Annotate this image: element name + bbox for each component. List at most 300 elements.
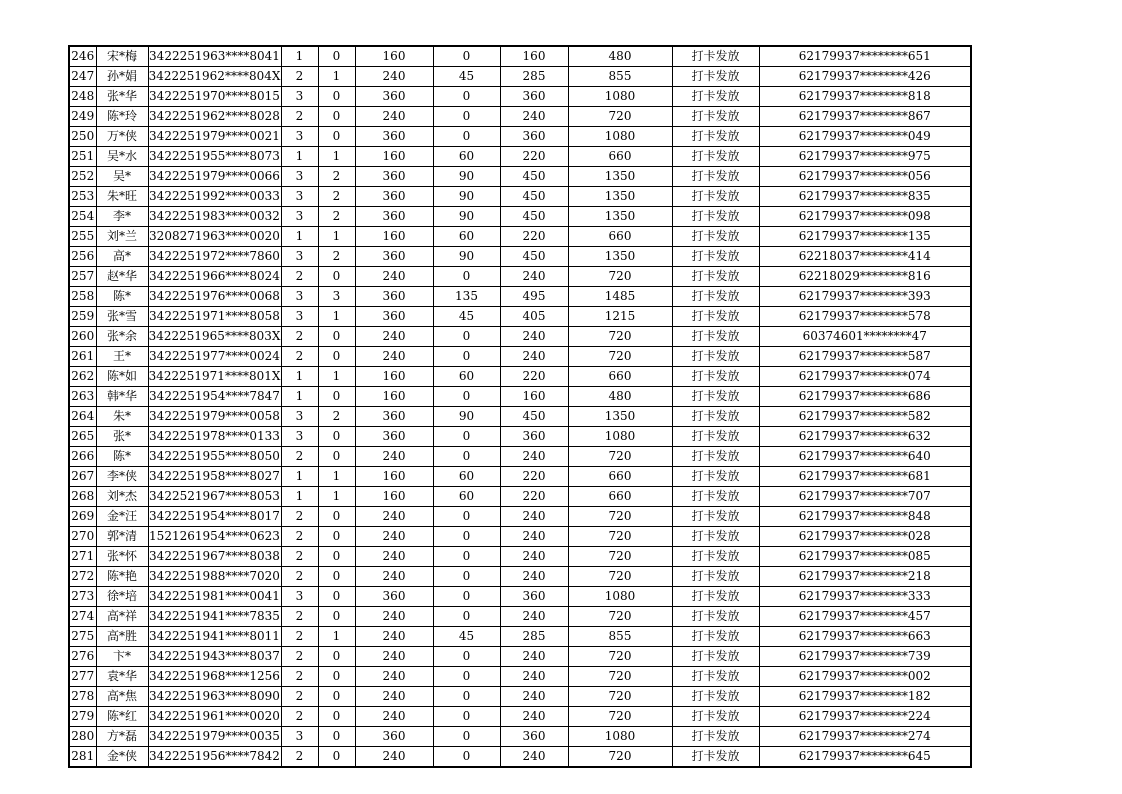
cell-count-b: 1 [318, 67, 355, 87]
cell-amount-total: 480 [568, 387, 672, 407]
cell-amount-monthly: 495 [500, 287, 568, 307]
cell-count-a: 2 [281, 107, 318, 127]
cell-count-b: 1 [318, 367, 355, 387]
cell-payment-method: 打卡发放 [672, 127, 759, 147]
cell-id-number: 3422251968****1256 [148, 667, 281, 687]
cell-amount-total: 720 [568, 647, 672, 667]
cell-row-number: 256 [69, 247, 96, 267]
table-row [69, 687, 971, 707]
cell-count-a: 2 [281, 447, 318, 467]
table-row [69, 507, 971, 527]
cell-row-number: 268 [69, 487, 96, 507]
cell-amount-total: 720 [568, 607, 672, 627]
cell-amount-extra: 90 [433, 247, 500, 267]
cell-id-number: 3422251941****7835 [148, 607, 281, 627]
cell-amount-total: 720 [568, 747, 672, 768]
cell-id-number: 3422251970****8015 [148, 87, 281, 107]
cell-amount-extra: 60 [433, 487, 500, 507]
cell-name: 袁*华 [96, 667, 148, 687]
cell-count-b: 0 [318, 46, 355, 67]
cell-count-b: 0 [318, 567, 355, 587]
cell-name: 张* [96, 427, 148, 447]
cell-id-number: 3422251943****8037 [148, 647, 281, 667]
cell-amount-monthly: 220 [500, 487, 568, 507]
cell-amount-base: 360 [355, 427, 433, 447]
cell-amount-base: 240 [355, 107, 433, 127]
cell-row-number: 251 [69, 147, 96, 167]
cell-amount-monthly: 240 [500, 747, 568, 768]
cell-amount-total: 720 [568, 347, 672, 367]
cell-count-b: 0 [318, 667, 355, 687]
cell-amount-extra: 90 [433, 167, 500, 187]
cell-amount-total: 855 [568, 627, 672, 647]
cell-id-number: 3422251979****0058 [148, 407, 281, 427]
cell-count-a: 3 [281, 127, 318, 147]
cell-count-a: 2 [281, 507, 318, 527]
cell-bank-account: 62179937********182 [759, 687, 971, 707]
cell-id-number: 3422251966****8024 [148, 267, 281, 287]
cell-payment-method: 打卡发放 [672, 67, 759, 87]
cell-count-a: 1 [281, 467, 318, 487]
cell-bank-account: 62179937********049 [759, 127, 971, 147]
table-row [69, 46, 971, 67]
cell-count-b: 0 [318, 687, 355, 707]
cell-name: 张*雪 [96, 307, 148, 327]
cell-id-number: 3422251941****8011 [148, 627, 281, 647]
table-row [69, 387, 971, 407]
cell-name: 陈*红 [96, 707, 148, 727]
cell-amount-total: 1350 [568, 187, 672, 207]
cell-amount-monthly: 240 [500, 267, 568, 287]
cell-payment-method: 打卡发放 [672, 647, 759, 667]
cell-count-b: 0 [318, 327, 355, 347]
cell-bank-account: 62179937********645 [759, 747, 971, 768]
cell-payment-method: 打卡发放 [672, 727, 759, 747]
cell-amount-base: 360 [355, 587, 433, 607]
cell-row-number: 278 [69, 687, 96, 707]
cell-amount-base: 160 [355, 387, 433, 407]
table-row [69, 447, 971, 467]
cell-id-number: 3422251955****8050 [148, 447, 281, 467]
cell-count-b: 0 [318, 587, 355, 607]
cell-amount-monthly: 450 [500, 207, 568, 227]
cell-payment-method: 打卡发放 [672, 607, 759, 627]
cell-row-number: 279 [69, 707, 96, 727]
cell-name: 陈* [96, 447, 148, 467]
cell-bank-account: 62179937********028 [759, 527, 971, 547]
cell-count-b: 0 [318, 607, 355, 627]
cell-count-a: 2 [281, 607, 318, 627]
cell-amount-extra: 0 [433, 527, 500, 547]
cell-count-b: 0 [318, 87, 355, 107]
cell-amount-base: 360 [355, 307, 433, 327]
cell-amount-extra: 0 [433, 327, 500, 347]
cell-amount-monthly: 240 [500, 687, 568, 707]
cell-row-number: 260 [69, 327, 96, 347]
cell-amount-total: 660 [568, 367, 672, 387]
cell-id-number: 3422251979****0021 [148, 127, 281, 147]
cell-id-number: 1521261954****0623 [148, 527, 281, 547]
cell-amount-extra: 0 [433, 87, 500, 107]
cell-name: 宋*梅 [96, 46, 148, 67]
cell-row-number: 263 [69, 387, 96, 407]
cell-bank-account: 62179937********867 [759, 107, 971, 127]
cell-amount-monthly: 285 [500, 627, 568, 647]
cell-amount-base: 360 [355, 187, 433, 207]
cell-count-a: 2 [281, 647, 318, 667]
cell-row-number: 281 [69, 747, 96, 768]
cell-name: 陈* [96, 287, 148, 307]
cell-amount-total: 720 [568, 267, 672, 287]
cell-id-number: 3422251981****0041 [148, 587, 281, 607]
cell-amount-base: 240 [355, 647, 433, 667]
cell-count-b: 0 [318, 547, 355, 567]
cell-id-number: 3422251963****8041 [148, 46, 281, 67]
cell-amount-base: 240 [355, 667, 433, 687]
cell-amount-total: 720 [568, 667, 672, 687]
cell-id-number: 3422251958****8027 [148, 467, 281, 487]
cell-bank-account: 62179937********848 [759, 507, 971, 527]
cell-count-a: 2 [281, 547, 318, 567]
cell-amount-extra: 60 [433, 227, 500, 247]
cell-bank-account: 62179937********074 [759, 367, 971, 387]
cell-row-number: 276 [69, 647, 96, 667]
cell-bank-account: 62218037********414 [759, 247, 971, 267]
cell-count-a: 1 [281, 147, 318, 167]
cell-amount-extra: 90 [433, 187, 500, 207]
cell-name: 刘*兰 [96, 227, 148, 247]
cell-name: 朱*旺 [96, 187, 148, 207]
cell-count-b: 0 [318, 447, 355, 467]
cell-payment-method: 打卡发放 [672, 687, 759, 707]
cell-count-b: 2 [318, 407, 355, 427]
cell-count-a: 1 [281, 46, 318, 67]
cell-amount-extra: 0 [433, 647, 500, 667]
cell-amount-extra: 0 [433, 127, 500, 147]
cell-amount-base: 360 [355, 127, 433, 147]
cell-payment-method: 打卡发放 [672, 407, 759, 427]
cell-amount-monthly: 240 [500, 607, 568, 627]
cell-name: 郭*清 [96, 527, 148, 547]
cell-name: 张*怀 [96, 547, 148, 567]
cell-amount-total: 660 [568, 227, 672, 247]
cell-count-a: 1 [281, 227, 318, 247]
cell-payment-method: 打卡发放 [672, 487, 759, 507]
cell-count-b: 0 [318, 647, 355, 667]
table-row [69, 607, 971, 627]
cell-name: 陈*玲 [96, 107, 148, 127]
cell-payment-method: 打卡发放 [672, 707, 759, 727]
cell-id-number: 3422251988****7020 [148, 567, 281, 587]
cell-payment-method: 打卡发放 [672, 447, 759, 467]
cell-bank-account: 62179937********274 [759, 727, 971, 747]
cell-amount-base: 240 [355, 267, 433, 287]
cell-id-number: 3422251967****8038 [148, 547, 281, 567]
cell-bank-account: 62179937********582 [759, 407, 971, 427]
table-row [69, 187, 971, 207]
cell-bank-account: 62179937********135 [759, 227, 971, 247]
cell-amount-base: 240 [355, 627, 433, 647]
cell-bank-account: 62179937********224 [759, 707, 971, 727]
cell-name: 徐*培 [96, 587, 148, 607]
cell-amount-base: 240 [355, 567, 433, 587]
cell-amount-total: 1080 [568, 127, 672, 147]
cell-bank-account: 62218029********816 [759, 267, 971, 287]
cell-amount-monthly: 240 [500, 567, 568, 587]
cell-count-b: 0 [318, 267, 355, 287]
cell-bank-account: 62179937********632 [759, 427, 971, 447]
cell-row-number: 250 [69, 127, 96, 147]
cell-bank-account: 62179937********707 [759, 487, 971, 507]
cell-amount-total: 1080 [568, 427, 672, 447]
cell-bank-account: 60374601********47 [759, 327, 971, 347]
cell-count-b: 0 [318, 727, 355, 747]
cell-count-a: 3 [281, 587, 318, 607]
cell-name: 方*磊 [96, 727, 148, 747]
cell-amount-monthly: 220 [500, 227, 568, 247]
cell-amount-monthly: 220 [500, 147, 568, 167]
cell-amount-total: 1350 [568, 167, 672, 187]
table-row [69, 127, 971, 147]
cell-id-number: 3422251983****0032 [148, 207, 281, 227]
cell-payment-method: 打卡发放 [672, 227, 759, 247]
cell-row-number: 269 [69, 507, 96, 527]
cell-row-number: 271 [69, 547, 96, 567]
cell-amount-extra: 0 [433, 567, 500, 587]
cell-amount-base: 240 [355, 507, 433, 527]
cell-amount-monthly: 220 [500, 467, 568, 487]
cell-count-a: 2 [281, 707, 318, 727]
cell-count-a: 1 [281, 487, 318, 507]
cell-amount-extra: 135 [433, 287, 500, 307]
cell-name: 吴*水 [96, 147, 148, 167]
cell-amount-total: 720 [568, 707, 672, 727]
table-row [69, 487, 971, 507]
cell-amount-extra: 0 [433, 667, 500, 687]
cell-amount-base: 160 [355, 46, 433, 67]
cell-amount-monthly: 360 [500, 727, 568, 747]
cell-amount-monthly: 360 [500, 587, 568, 607]
table-row [69, 347, 971, 367]
cell-amount-monthly: 450 [500, 247, 568, 267]
cell-row-number: 246 [69, 46, 96, 67]
cell-amount-total: 660 [568, 487, 672, 507]
table-row [69, 247, 971, 267]
cell-amount-base: 240 [355, 747, 433, 768]
cell-count-a: 2 [281, 667, 318, 687]
cell-amount-base: 360 [355, 167, 433, 187]
cell-bank-account: 62179937********651 [759, 46, 971, 67]
cell-id-number: 3422251978****0133 [148, 427, 281, 447]
cell-amount-total: 720 [568, 687, 672, 707]
cell-amount-extra: 0 [433, 46, 500, 67]
cell-count-b: 2 [318, 207, 355, 227]
cell-count-a: 2 [281, 627, 318, 647]
cell-bank-account: 62179937********002 [759, 667, 971, 687]
cell-bank-account: 62179937********333 [759, 587, 971, 607]
cell-row-number: 254 [69, 207, 96, 227]
cell-count-b: 0 [318, 347, 355, 367]
cell-amount-extra: 0 [433, 107, 500, 127]
cell-amount-monthly: 160 [500, 387, 568, 407]
cell-bank-account: 62179937********393 [759, 287, 971, 307]
cell-name: 王* [96, 347, 148, 367]
cell-amount-base: 240 [355, 547, 433, 567]
cell-row-number: 248 [69, 87, 96, 107]
cell-count-a: 1 [281, 387, 318, 407]
table-row [69, 367, 971, 387]
cell-row-number: 266 [69, 447, 96, 467]
cell-name: 李*侠 [96, 467, 148, 487]
cell-count-a: 2 [281, 347, 318, 367]
cell-count-b: 1 [318, 487, 355, 507]
cell-count-b: 3 [318, 287, 355, 307]
cell-payment-method: 打卡发放 [672, 147, 759, 167]
table-row [69, 547, 971, 567]
cell-amount-extra: 60 [433, 367, 500, 387]
table-row [69, 587, 971, 607]
cell-count-b: 1 [318, 307, 355, 327]
cell-payment-method: 打卡发放 [672, 107, 759, 127]
cell-amount-monthly: 405 [500, 307, 568, 327]
cell-amount-total: 660 [568, 147, 672, 167]
cell-amount-monthly: 240 [500, 547, 568, 567]
cell-amount-total: 855 [568, 67, 672, 87]
cell-count-b: 0 [318, 107, 355, 127]
cell-row-number: 253 [69, 187, 96, 207]
cell-row-number: 280 [69, 727, 96, 747]
cell-amount-monthly: 240 [500, 707, 568, 727]
cell-payment-method: 打卡发放 [672, 247, 759, 267]
cell-payment-method: 打卡发放 [672, 367, 759, 387]
cell-count-b: 0 [318, 507, 355, 527]
cell-amount-base: 240 [355, 67, 433, 87]
cell-bank-account: 62179937********640 [759, 447, 971, 467]
cell-count-a: 3 [281, 407, 318, 427]
cell-row-number: 252 [69, 167, 96, 187]
cell-id-number: 3422251979****0035 [148, 727, 281, 747]
cell-payment-method: 打卡发放 [672, 527, 759, 547]
cell-name: 孙*娟 [96, 67, 148, 87]
cell-bank-account: 62179937********739 [759, 647, 971, 667]
cell-amount-extra: 0 [433, 347, 500, 367]
cell-bank-account: 62179937********681 [759, 467, 971, 487]
cell-amount-total: 1350 [568, 247, 672, 267]
cell-payment-method: 打卡发放 [672, 587, 759, 607]
cell-payment-method: 打卡发放 [672, 307, 759, 327]
cell-amount-base: 240 [355, 527, 433, 547]
cell-row-number: 273 [69, 587, 96, 607]
cell-amount-total: 720 [568, 507, 672, 527]
cell-count-a: 1 [281, 367, 318, 387]
cell-amount-base: 160 [355, 487, 433, 507]
table-row [69, 147, 971, 167]
cell-amount-extra: 0 [433, 447, 500, 467]
cell-payment-method: 打卡发放 [672, 87, 759, 107]
table-row [69, 207, 971, 227]
cell-amount-total: 660 [568, 467, 672, 487]
table-row [69, 427, 971, 447]
cell-amount-monthly: 240 [500, 447, 568, 467]
cell-payment-method: 打卡发放 [672, 46, 759, 67]
cell-amount-total: 720 [568, 447, 672, 467]
cell-payment-method: 打卡发放 [672, 567, 759, 587]
cell-id-number: 3422251992****0033 [148, 187, 281, 207]
cell-amount-total: 720 [568, 107, 672, 127]
cell-count-a: 3 [281, 87, 318, 107]
cell-bank-account: 62179937********578 [759, 307, 971, 327]
cell-id-number: 3422251963****8090 [148, 687, 281, 707]
cell-amount-total: 1350 [568, 207, 672, 227]
cell-id-number: 3208271963****0020 [148, 227, 281, 247]
cell-name: 高* [96, 247, 148, 267]
cell-amount-extra: 0 [433, 707, 500, 727]
cell-amount-extra: 90 [433, 407, 500, 427]
cell-payment-method: 打卡发放 [672, 287, 759, 307]
cell-bank-account: 62179937********426 [759, 67, 971, 87]
cell-amount-monthly: 450 [500, 167, 568, 187]
table-row [69, 467, 971, 487]
cell-amount-base: 240 [355, 707, 433, 727]
table-row [69, 267, 971, 287]
cell-count-a: 2 [281, 687, 318, 707]
table-row [69, 707, 971, 727]
table-row [69, 107, 971, 127]
cell-payment-method: 打卡发放 [672, 467, 759, 487]
cell-id-number: 3422251965****803X [148, 327, 281, 347]
cell-id-number: 3422251956****7842 [148, 747, 281, 768]
cell-amount-base: 360 [355, 207, 433, 227]
cell-amount-base: 360 [355, 727, 433, 747]
cell-amount-monthly: 360 [500, 427, 568, 447]
cell-row-number: 249 [69, 107, 96, 127]
cell-count-b: 0 [318, 747, 355, 768]
cell-amount-monthly: 240 [500, 527, 568, 547]
cell-amount-monthly: 240 [500, 667, 568, 687]
cell-amount-extra: 60 [433, 467, 500, 487]
cell-name: 高*焦 [96, 687, 148, 707]
cell-count-b: 2 [318, 187, 355, 207]
table-row [69, 667, 971, 687]
cell-amount-extra: 0 [433, 547, 500, 567]
cell-bank-account: 62179937********835 [759, 187, 971, 207]
cell-count-b: 1 [318, 467, 355, 487]
table-row [69, 167, 971, 187]
cell-payment-method: 打卡发放 [672, 667, 759, 687]
cell-count-b: 0 [318, 427, 355, 447]
cell-amount-total: 1080 [568, 727, 672, 747]
cell-id-number: 3422251954****7847 [148, 387, 281, 407]
cell-payment-method: 打卡发放 [672, 507, 759, 527]
cell-count-a: 3 [281, 167, 318, 187]
cell-amount-monthly: 160 [500, 46, 568, 67]
cell-amount-monthly: 285 [500, 67, 568, 87]
cell-row-number: 259 [69, 307, 96, 327]
cell-amount-base: 160 [355, 227, 433, 247]
cell-payment-method: 打卡发放 [672, 427, 759, 447]
cell-amount-extra: 45 [433, 307, 500, 327]
cell-count-b: 0 [318, 707, 355, 727]
cell-amount-extra: 45 [433, 67, 500, 87]
cell-name: 金*汪 [96, 507, 148, 527]
cell-name: 陈*如 [96, 367, 148, 387]
cell-count-b: 0 [318, 527, 355, 547]
cell-bank-account: 62179937********098 [759, 207, 971, 227]
cell-row-number: 267 [69, 467, 96, 487]
cell-amount-total: 720 [568, 547, 672, 567]
cell-amount-base: 160 [355, 467, 433, 487]
cell-count-b: 0 [318, 127, 355, 147]
